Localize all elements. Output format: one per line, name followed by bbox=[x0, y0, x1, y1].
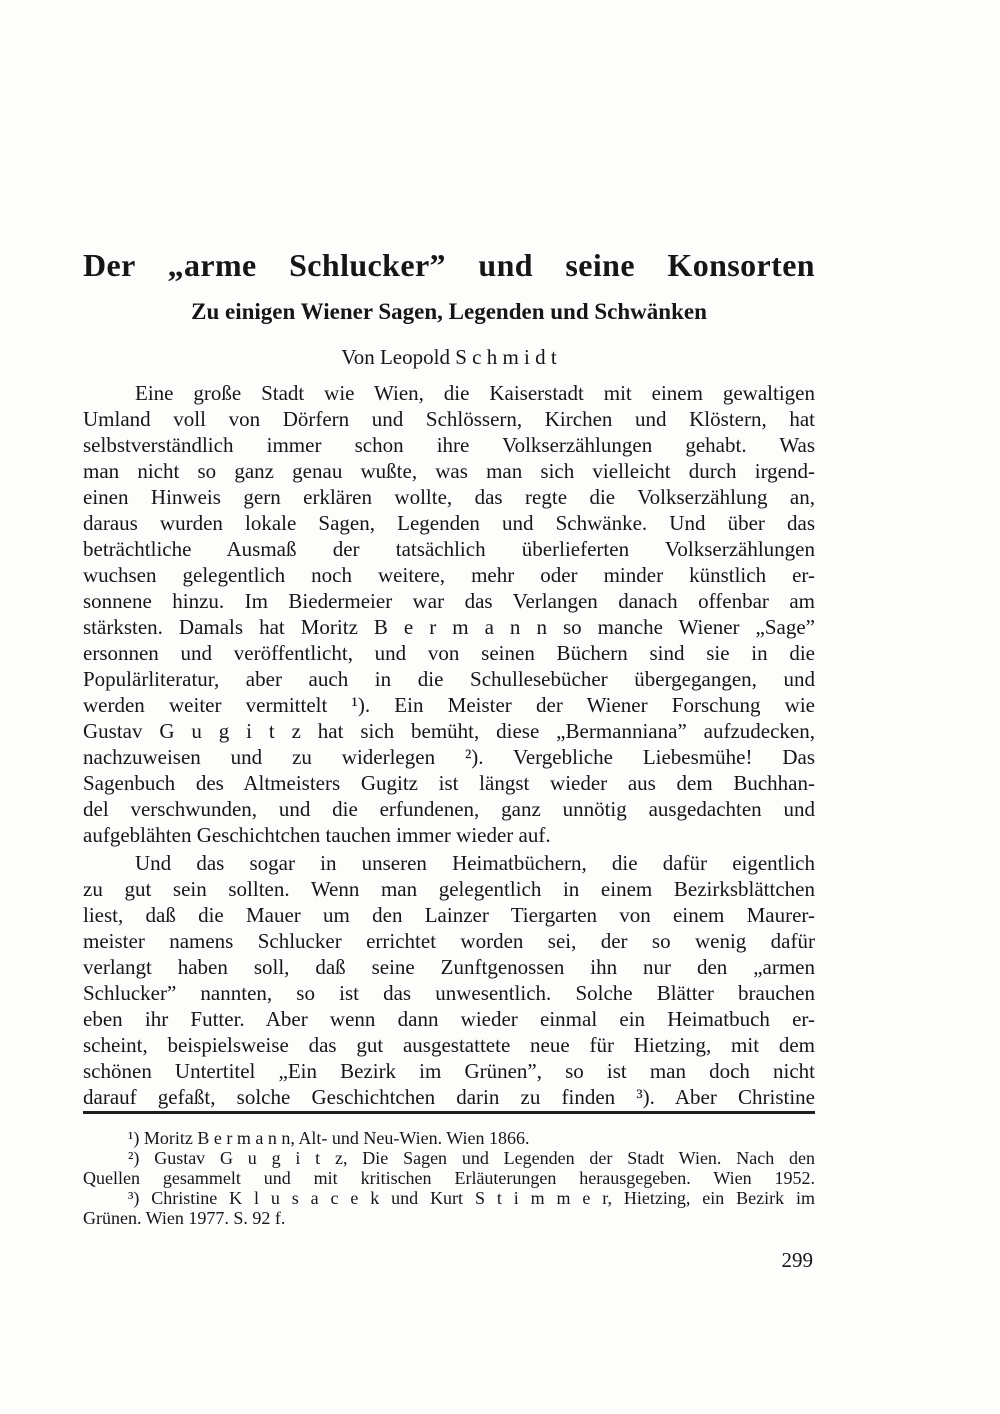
paragraph-1 bbox=[83, 380, 815, 848]
article-subtitle: Zu einigen Wiener Sagen, Legenden und Schwänken bbox=[191, 299, 707, 324]
article bbox=[83, 246, 815, 1228]
page-number: 299 bbox=[781, 1248, 813, 1272]
footnotes bbox=[83, 1128, 815, 1228]
text-line: Und das sogar in unseren Heimatbüchern, die dafür eigentlich bbox=[135, 851, 815, 875]
text-line: werden weiter vermittelt ¹). Ein Meister der Wiener Forschung wie bbox=[83, 693, 815, 717]
footnote-line: ³) Christine K l u s a c e k und Kurt S t i m m e r, Hietzing, ein Bezirk im bbox=[128, 1188, 815, 1208]
text-line: ersonnen und veröffentlicht, und von seinen Büchern sind sie in die bbox=[83, 641, 815, 665]
text-line: Schlucker” nannten, so ist das unwesentlich. Solche Blätter brauchen bbox=[83, 981, 815, 1005]
text-line: selbstverständlich immer schon ihre Volkserzählungen gehabt. Was bbox=[83, 433, 815, 457]
footnote-line: ¹) Moritz B e r m a n n, Alt- und Neu-Wien. Wien 1866. bbox=[128, 1128, 530, 1148]
text-line: Populärliteratur, aber auch in die Schullesebücher übergegangen, und bbox=[83, 667, 815, 691]
text-line: daraus wurden lokale Sagen, Legenden und Schwänke. Und über das bbox=[83, 511, 815, 535]
footnote-line: ²) Gustav G u g i t z, Die Sagen und Legenden der Stadt Wien. Nach den bbox=[128, 1148, 815, 1168]
text-line: meister namens Schlucker errichtet worden sei, der so wenig dafür bbox=[83, 929, 815, 953]
text-line: Sagenbuch des Altmeisters Gugitz ist längst wieder aus dem Buchhan- bbox=[83, 771, 815, 795]
text-line: eben ihr Futter. Aber wenn dann wieder einmal ein Heimatbuch er- bbox=[83, 1007, 815, 1031]
author-byline: Von Leopold S c h m i d t bbox=[341, 345, 557, 369]
text-line: einen Hinweis gern erklären wollte, das regte die Volkserzählung an, bbox=[83, 485, 815, 509]
footnote-line: Quellen gesammelt und mit kritischen Erläuterungen herausgegeben. Wien 1952. bbox=[83, 1168, 815, 1188]
text-line: wuchsen gelegentlich noch weitere, mehr oder minder künstlich er- bbox=[83, 563, 815, 587]
text-line: darauf gefaßt, solche Geschichtchen darin zu finden ³). Aber Christine bbox=[83, 1085, 815, 1109]
text-line: man nicht so ganz genau wußte, was man sich vielleicht durch irgend- bbox=[83, 459, 815, 483]
text-line: liest, daß die Mauer um den Lainzer Tiergarten von einem Maurer- bbox=[83, 903, 815, 927]
footnote-divider bbox=[83, 1111, 815, 1114]
text-line: Eine große Stadt wie Wien, die Kaiserstadt mit einem gewaltigen bbox=[135, 381, 815, 405]
text-line: del verschwunden, und die erfundenen, ganz unnötig ausgedachten und bbox=[83, 797, 815, 821]
footnote-line: Grünen. Wien 1977. S. 92 f. bbox=[83, 1208, 286, 1228]
paragraph-2 bbox=[83, 850, 815, 1110]
text-line: sonnene hinzu. Im Biedermeier war das Verlangen danach offenbar am bbox=[83, 589, 815, 613]
text-line: scheint, beispielsweise das gut ausgestattete neue für Hietzing, mit dem bbox=[83, 1033, 815, 1057]
text-line: Umland voll von Dörfern und Schlössern, Kirchen und Klöstern, hat bbox=[83, 407, 815, 431]
text-line: verlangt haben soll, daß seine Zunftgenossen ihn nur den „armen bbox=[83, 955, 815, 979]
text-line: zu gut sein sollten. Wenn man gelegentlich in einem Bezirksblättchen bbox=[83, 877, 815, 901]
text-line: stärksten. Damals hat Moritz B e r m a n n so manche Wiener „Sage” bbox=[83, 615, 815, 639]
text-line: aufgeblähten Geschichtchen tauchen immer wieder auf. bbox=[83, 823, 551, 847]
text-line: schönen Untertitel „Ein Bezirk im Grünen”, so ist man doch nicht bbox=[83, 1059, 815, 1083]
text-line: Gustav G u g i t z hat sich bemüht, diese „Bermanniana” aufzudecken, bbox=[83, 719, 815, 743]
text-line: nachzuweisen und zu widerlegen ²). Vergebliche Liebesmühe! Das bbox=[83, 745, 815, 769]
text-line: beträchtliche Ausmaß der tatsächlich überlieferten Volkserzählungen bbox=[83, 537, 815, 561]
page-title: Der „arme Schlucker” und seine Konsorten bbox=[83, 247, 815, 283]
